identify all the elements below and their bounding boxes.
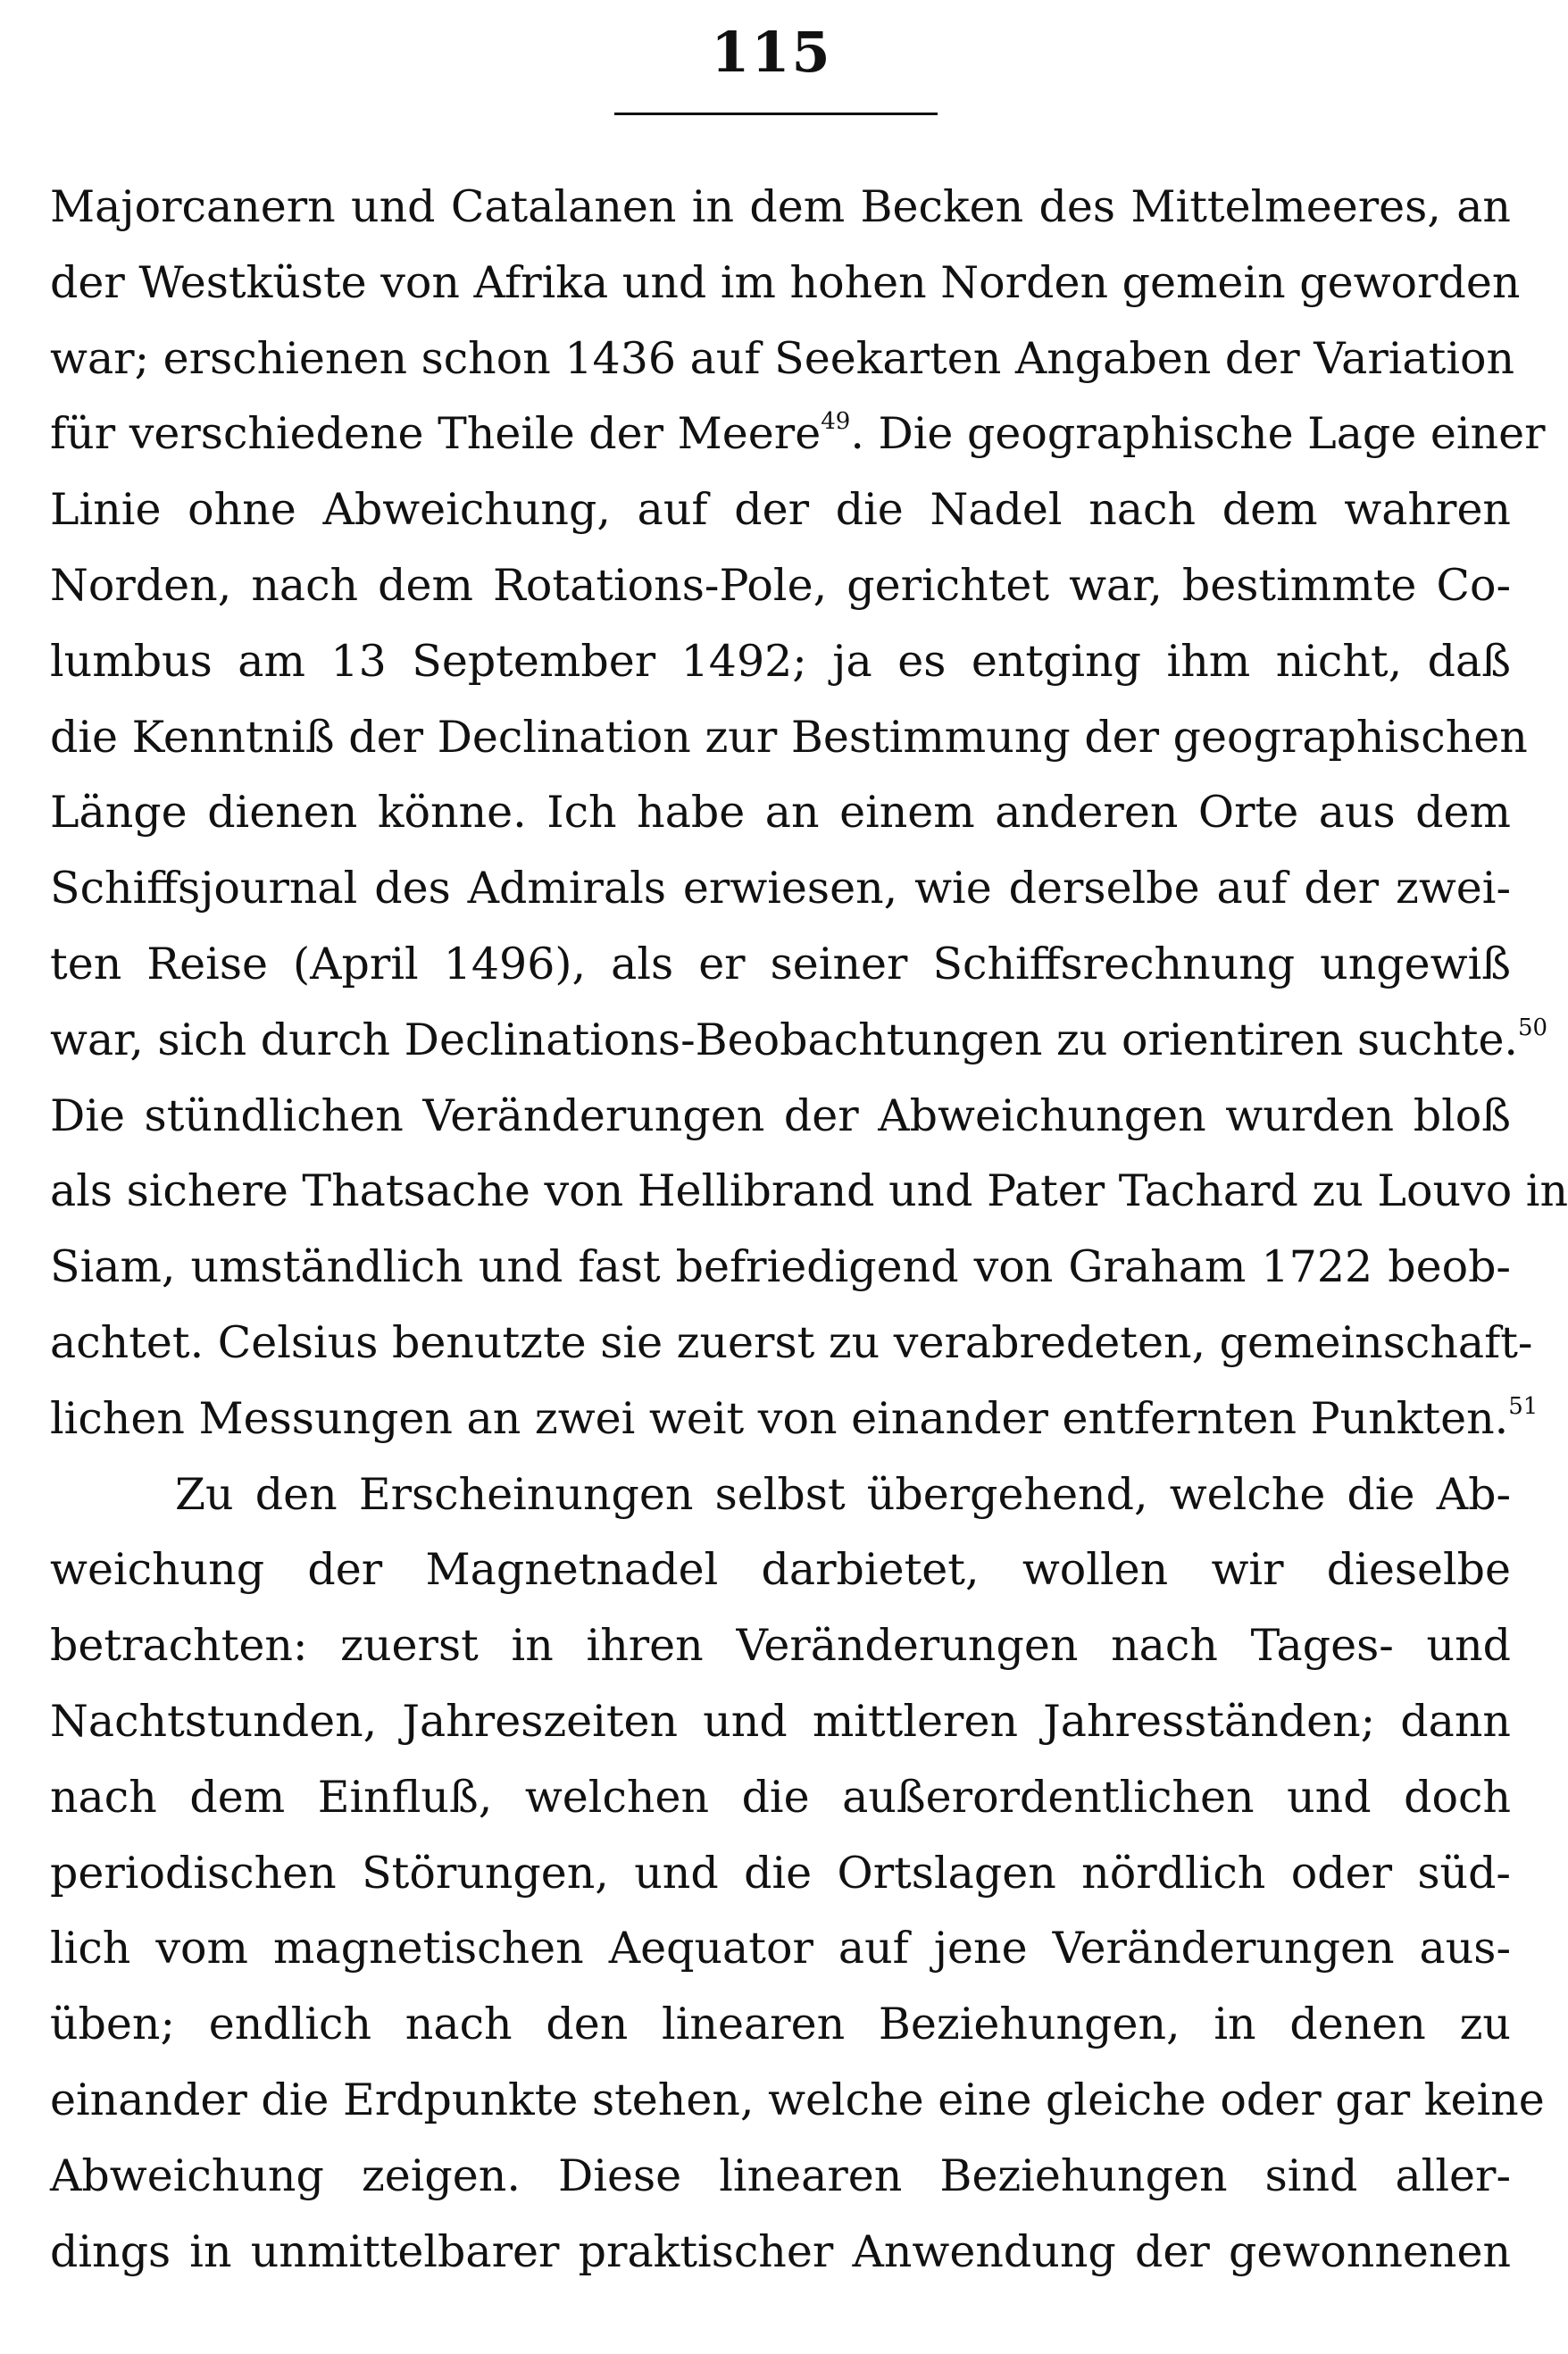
- line-text: Schiffsjournal des Admirals erwiesen, wie derselbe auf der zwei-: [50, 863, 1511, 914]
- text-line: [50, 851, 1511, 927]
- line-text-continued: . Die geographische Lage einer: [850, 408, 1546, 460]
- text-line: [50, 700, 1528, 776]
- line-text: achtet. Celsius benutzte sie zuerst zu verabredeten, gemeinschaft-: [50, 1316, 1533, 1368]
- line-text: ten Reise (April 1496), als er seiner Schiffsrechnung ungewiß: [50, 938, 1511, 989]
- line-text: Die stündlichen Veränderungen der Abweichungen wurden bloß: [50, 1089, 1511, 1141]
- line-text: die Kenntniß der Declination zur Bestimmung der geographischen: [50, 711, 1528, 763]
- line-text: war; erschienen schon 1436 auf Seekarten Angaben der Variation: [50, 332, 1515, 384]
- text-line: [50, 246, 1521, 321]
- line-text: weichung der Magnetnadel darbietet, wollen wir dieselbe: [50, 1544, 1511, 1596]
- text-line: [50, 1836, 1511, 1912]
- line-text: lich vom magnetischen Aequator auf jene Veränderungen aus-: [50, 1923, 1511, 1974]
- text-line: [50, 1003, 1548, 1079]
- text-line: [50, 472, 1511, 548]
- line-text: Zu den Erscheinungen selbst übergehend, welche die Ab-: [175, 1468, 1511, 1520]
- text-line: [50, 1684, 1511, 1760]
- text-line: [50, 1154, 1568, 1230]
- text-line: [50, 1382, 1539, 1457]
- line-text: Norden, nach dem Rotations-Pole, gerichtet war, bestimmte Co-: [50, 559, 1511, 611]
- footnote-marker: 50: [1518, 1014, 1548, 1041]
- line-text: als sichere Thatsache von Hellibrand und Pater Tachard zu Louvo in: [50, 1165, 1568, 1217]
- text-line: [50, 321, 1515, 397]
- text-line: [50, 775, 1511, 851]
- footnote-marker: 49: [821, 408, 851, 436]
- line-text: der Westküste von Afrika und im hohen Norden gemein geworden: [50, 256, 1521, 308]
- text-line: [50, 624, 1511, 700]
- line-text: war, sich durch Declinations-Beobachtungen zu orientiren suchte.: [50, 1014, 1519, 1065]
- text-line: [50, 1457, 1511, 1533]
- line-text: Linie ohne Abweichung, auf der die Nadel nach dem wahren: [50, 484, 1511, 536]
- line-text: Länge dienen könne. Ich habe an einem anderen Orte aus dem: [50, 787, 1511, 839]
- text-line: [50, 1532, 1511, 1608]
- text-line: [50, 397, 1546, 472]
- page-number: 115: [711, 20, 832, 85]
- text-line: [50, 1608, 1511, 1684]
- text-line: [50, 1911, 1511, 1987]
- text-line: [50, 1760, 1511, 1836]
- text-line: [50, 1230, 1511, 1306]
- text-line: [50, 2215, 1511, 2291]
- line-text: einander die Erdpunkte stehen, welche eine gleiche oder gar keine: [50, 2074, 1545, 2125]
- text-line: [50, 1306, 1533, 1382]
- line-text: Nachtstunden, Jahreszeiten und mittleren Jahresständen; dann: [50, 1695, 1511, 1747]
- line-text: Siam, umständlich und fast befriedigend von Graham 1722 beob-: [50, 1241, 1511, 1293]
- line-text: Abweichung zeigen. Diese linearen Beziehungen sind aller-: [50, 2149, 1511, 2201]
- text-line: [50, 1079, 1511, 1155]
- line-text: dings in unmittelbarer praktischer Anwendung der gewonnenen: [50, 2225, 1511, 2277]
- line-text: periodischen Störungen, und die Ortslagen nördlich oder süd-: [50, 1847, 1511, 1899]
- text-line: [50, 548, 1511, 624]
- text-line: [50, 927, 1511, 1003]
- line-text: betrachten: zuerst in ihren Veränderungen nach Tages- und: [50, 1620, 1511, 1672]
- text-line: [50, 2139, 1511, 2215]
- line-text: lichen Messungen an zwei weit von einander entfernten Punkten.: [50, 1392, 1509, 1444]
- line-text: nach dem Einfluß, welchen die außerordentlichen und doch: [50, 1771, 1511, 1823]
- header-rule: [614, 113, 938, 115]
- text-line: [50, 2063, 1545, 2139]
- line-text: lumbus am 13 September 1492; ja es entging ihm nicht, daß: [50, 635, 1511, 687]
- line-text: für verschiedene Theile der Meere: [50, 408, 822, 460]
- footnote-marker: 51: [1508, 1392, 1539, 1420]
- line-text: üben; endlich nach den linearen Beziehungen, in denen zu: [50, 1999, 1511, 2050]
- text-line: [50, 170, 1511, 246]
- body-text: [50, 170, 1568, 2290]
- text-line: [50, 1987, 1511, 2063]
- line-text: Majorcanern und Catalanen in dem Becken des Mittelmeeres, an: [50, 181, 1511, 232]
